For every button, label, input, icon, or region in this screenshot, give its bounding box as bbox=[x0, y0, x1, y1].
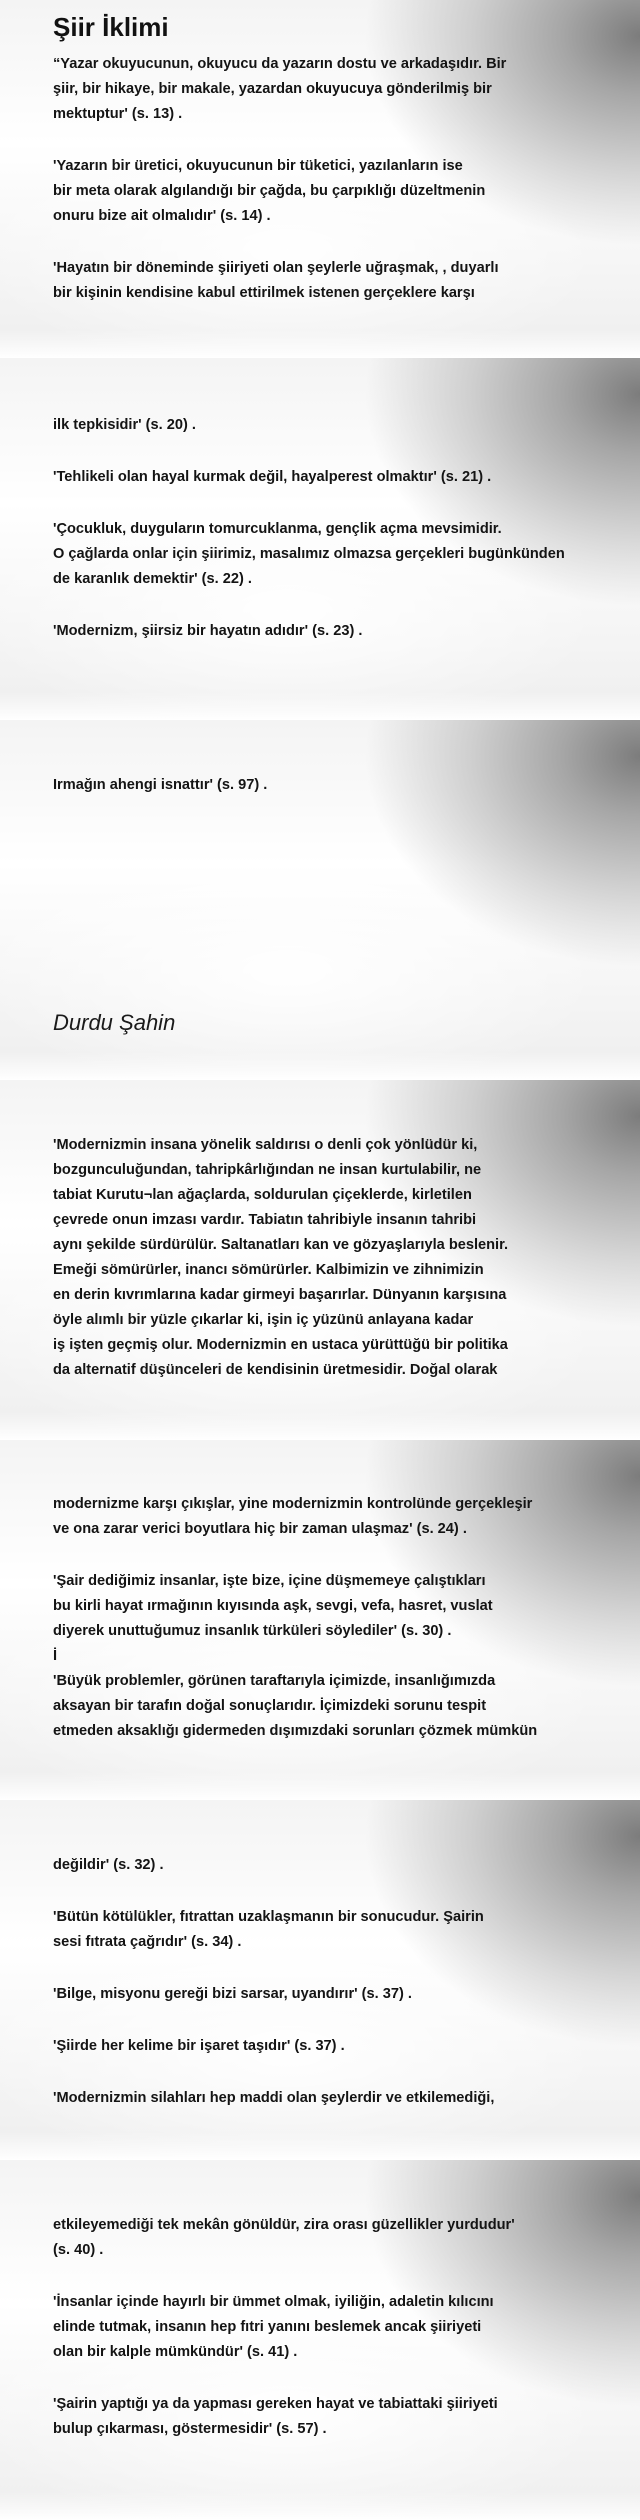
panel-7 bbox=[0, 2160, 640, 2520]
paragraph: 'Yazarın bir üretici, okuyucunun bir tüketici, yazılanların ise bir meta olarak algılandığı bir çağda, bu çarpıklığı düzeltmenin onuru bize ait olmalıdır' (s. 14) . bbox=[53, 158, 486, 224]
panel-2 bbox=[0, 358, 640, 720]
paragraph: etkileyemediği tek mekân gönüldür, zira orası güzellikler yurdudur' (s. 40) . bbox=[53, 2217, 515, 2258]
panel-6-text bbox=[53, 1853, 626, 2111]
panel-4-text bbox=[53, 1133, 626, 1383]
paragraph: 'Şair dediğimiz insanlar, işte bize, içine düşmemeye çalıştıkları bu kirli hayat ırmağının kıyısında aşk, sevgi, vefa, hasret, vuslat diyerek unuttuğumuz insanlık türküleri söylediler' (s. 30) . İ 'Büyük problemler, görünen taraftarıyla içimizde, insanlığımızda aksayan bir tarafın doğal sonuçlarıdır. İçimizdeki sorunu tespit etmeden aksaklığı gidermeden dışımızdaki sorunları çözmek mümkün bbox=[53, 1573, 538, 1739]
paragraph: 'Modernizm, şiirsiz bir hayatın adıdır' (s. 23) . bbox=[53, 623, 363, 639]
paragraph: 'Çocukluk, duyguların tomurcuklanma, gençlik açma mevsimidir. O çağlarda onlar için şiirimiz, masalımız olmazsa gerçekleri bugünkünden de karanlık demektir' (s. 22) . bbox=[53, 521, 565, 587]
paragraph: modernizme karşı çıkışlar, yine modernizmin kontrolünde gerçekleşir ve ona zarar verici boyutlara hiç bir zaman ulaşmaz' (s. 24) . bbox=[53, 1496, 533, 1537]
paragraph: Irmağın ahengi isnattır' (s. 97) . bbox=[53, 777, 268, 793]
panel-1-text bbox=[53, 52, 626, 306]
paragraph: 'Modernizmin silahları hep maddi olan şeylerdir ve etkilemediği, bbox=[53, 2090, 495, 2106]
panel-3 bbox=[0, 720, 640, 1080]
paragraph: 'Bütün kötülükler, fıtrattan uzaklaşmanın bir sonucudur. Şairin sesi fıtrata çağrıdır' (s. 34) . bbox=[53, 1909, 484, 1950]
paragraph: 'Hayatın bir döneminde şiiriyeti olan şeylerle uğraşmak, , duyarlı bir kişinin kendisine kabul ettirilmek istenen gerçeklere karşı bbox=[53, 260, 499, 301]
panel-5-text bbox=[53, 1492, 626, 1744]
document-title: Şiir İklimi bbox=[53, 12, 169, 42]
paragraph: 'Bilge, misyonu gereği bizi sarsar, uyandırır' (s. 37) . bbox=[53, 1986, 412, 2002]
paragraph: 'İnsanlar içinde hayırlı bir ümmet olmak, iyiliğin, adaletin kılıcını elinde tutmak, insanın hep fıtri yanını beslemek ancak şiiriyeti olan bir kalple mümkündür' (s. 41) . bbox=[53, 2294, 494, 2360]
panel-3-text bbox=[53, 773, 626, 798]
paragraph: 'Tehlikeli olan hayal kurmak değil, hayalperest olmaktır' (s. 21) . bbox=[53, 469, 492, 485]
paragraph: 'Şairin yaptığı ya da yapması gereken hayat ve tabiattaki şiiriyeti bulup çıkarması, göstermesidir' (s. 57) . bbox=[53, 2396, 498, 2437]
panel-1 bbox=[0, 0, 640, 358]
author-name: Durdu Şahin bbox=[53, 1010, 176, 1035]
paragraph: 'Şiirde her kelime bir işaret taşıdır' (s. 37) . bbox=[53, 2038, 345, 2054]
panel-2-text bbox=[53, 413, 626, 644]
panel-6 bbox=[0, 1800, 640, 2160]
panel-4 bbox=[0, 1080, 640, 1440]
paragraph: ilk tepkisidir' (s. 20) . bbox=[53, 417, 196, 433]
paragraph: değildir' (s. 32) . bbox=[53, 1857, 164, 1873]
paragraph: “Yazar okuyucunun, okuyucu da yazarın dostu ve arkadaşıdır. Bir şiir, bir hikaye, bir makale, yazardan okuyucuya gönderilmiş bir mektuptur' (s. 13) . bbox=[53, 56, 507, 122]
panel-5 bbox=[0, 1440, 640, 1800]
panel-7-text bbox=[53, 2213, 626, 2442]
paragraph: 'Modernizmin insana yönelik saldırısı o denli çok yönlüdür ki, bozgunculuğundan, tahripkârlığından ne insan kurtulabilir, ne tabiat Kurutu¬lan ağaçlarda, soldurulan çiçeklerde, kirletilen çevrede onun imzası vardır. Tabiatın tahribiyle insanın tahribi aynı şekilde sürdürülür. Saltanatları kan ve gözyaşlarıyla beslenir. Emeği sömürürler, inancı sömürürler. Kalbimizin ve zihnimizin en derin kıvrımlarına kadar girmeyi başarırlar. Dünyanın karşısına öyle alımlı bir yüzle çıkarlar ki, işin iç yüzünü anlayana kadar iş işten geçmiş olur. Modernizmin en ustaca yürüttüğü bir politika da alternatif düşünceleri de kendisinin üretmesidir. Doğal olarak bbox=[53, 1137, 509, 1378]
